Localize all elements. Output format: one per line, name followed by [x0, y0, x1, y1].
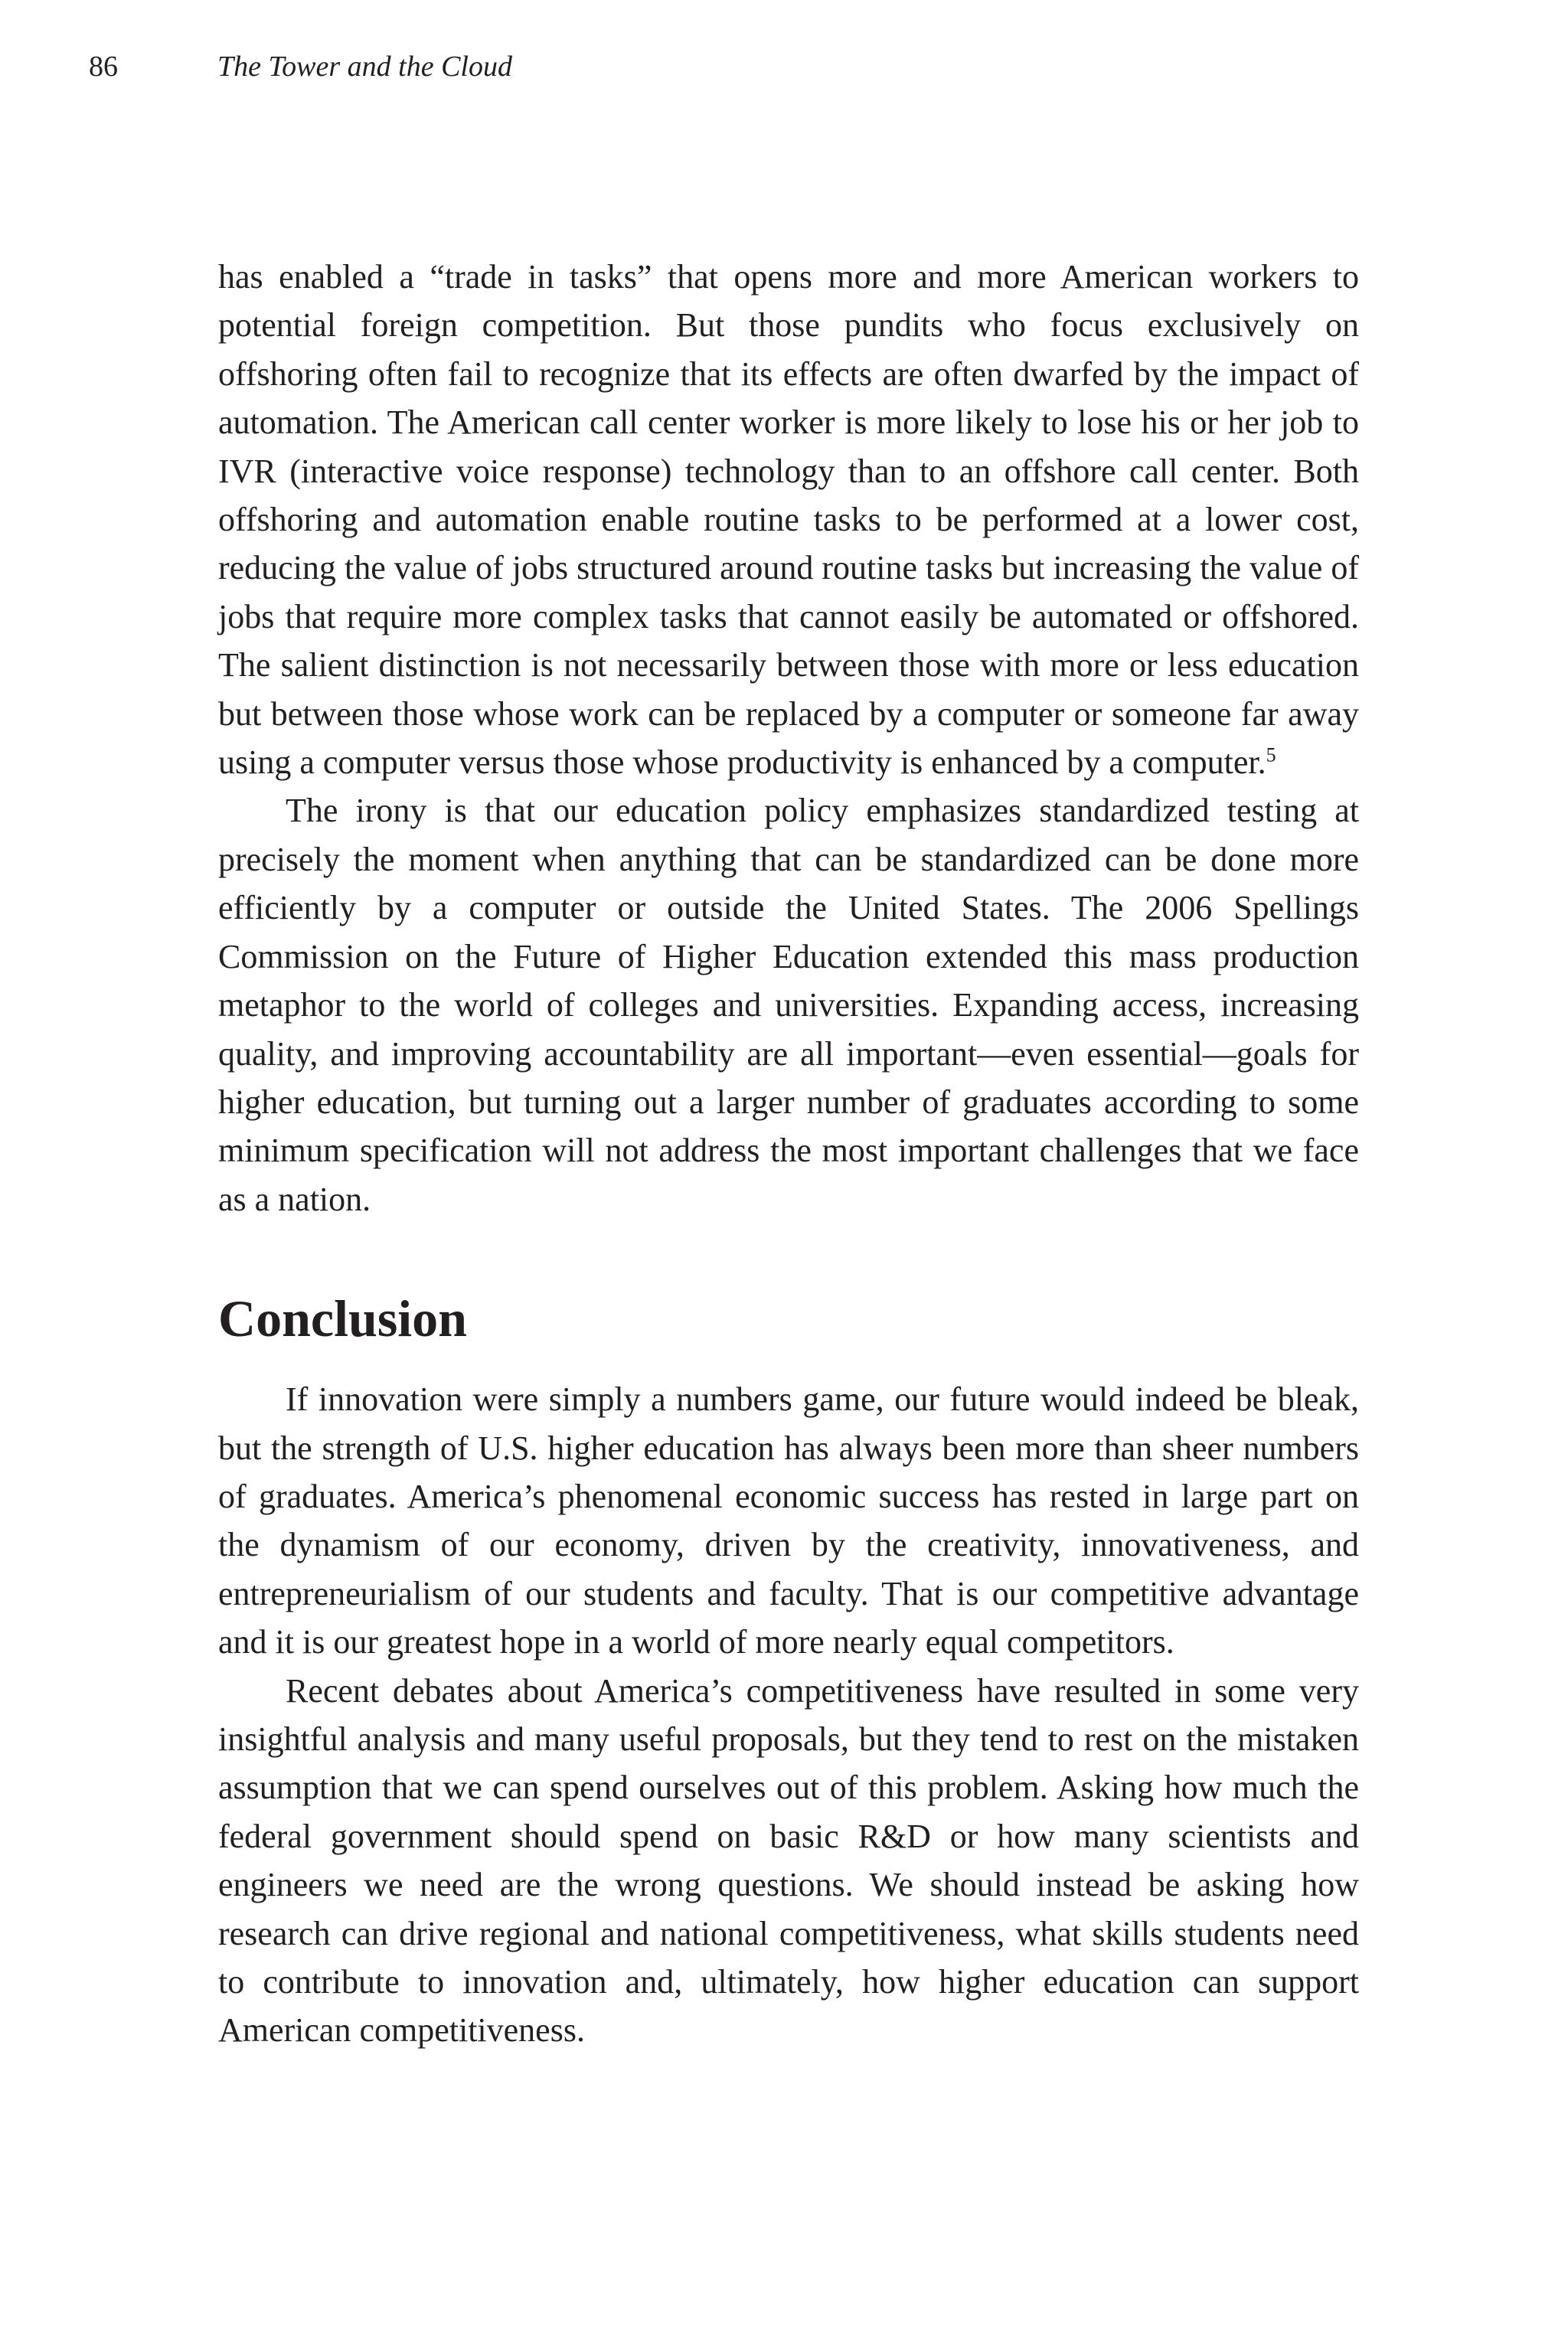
footnote-reference: 5: [1266, 743, 1276, 766]
body-text: [218, 253, 1359, 2055]
paragraph: The irony is that our education policy emphasizes standardized testing at precisely the moment when anything that can be standardized can be done more efficiently by a computer or outside the United States. The 2006 Spellings Commission on the Future of Higher Education extended this mass production metaphor to the world of colleges and universities. Expanding access, increasing quality, and improving accountability are all important—even essential—goals for higher education, but turning out a larger number of graduates according to some minimum specification will not address the most important challenges that we face as a nation.: [218, 792, 1359, 1218]
paragraph-text: has enabled a “trade in tasks” that opens more and more American workers to potential foreign competition. But those pundits who focus exclusively on offshoring often fail to recognize that its effects are often dwarfed by the impact of automation. The American call center worker is more likely to lose his or her job to IVR (interactive voice response) technology than to an offshore call center. Both offshoring and automation enable routine tasks to be performed at a lower cost, reducing the value of jobs structured around routine tasks but increasing the value of jobs that require more complex tasks that cannot easily be automated or offshored. The salient distinction is not necessarily between those with more or less education but between those whose work can be replaced by a computer or someone far away using a computer versus those whose productivity is enhanced by a computer.: [218, 258, 1359, 782]
page-number: 86: [89, 51, 118, 83]
running-head: [89, 47, 778, 86]
paragraph-continued: [218, 253, 1359, 786]
paragraph: If innovation were simply a numbers game, our future would indeed be bleak, but the strength of U.S. higher education has always been more than sheer numbers of graduates. America’s phenomenal economic success has rested in large part on the dynamism of our economy, driven by the creativity, innovativeness, and entrepreneurialism of our students and faculty. That is our competitive advantage and it is our greatest hope in a world of more nearly equal competitors.: [218, 1380, 1359, 1661]
section-heading: Conclusion: [218, 1289, 467, 1348]
paragraph: Recent debates about America’s competitiveness have resulted in some very insightful analysis and many useful proposals, but they tend to rest on the mistaken assumption that we can spend ourselves out of this problem. Asking how much the federal government should spend on basic R&D or how many scientists and engineers we need are the wrong questions. We should instead be asking how research can drive regional and national competitiveness, what skills students need to contribute to innovation and, ultimately, how higher education can support American competitiveness.: [218, 1671, 1359, 2050]
running-title: The Tower and the Cloud: [217, 51, 512, 83]
